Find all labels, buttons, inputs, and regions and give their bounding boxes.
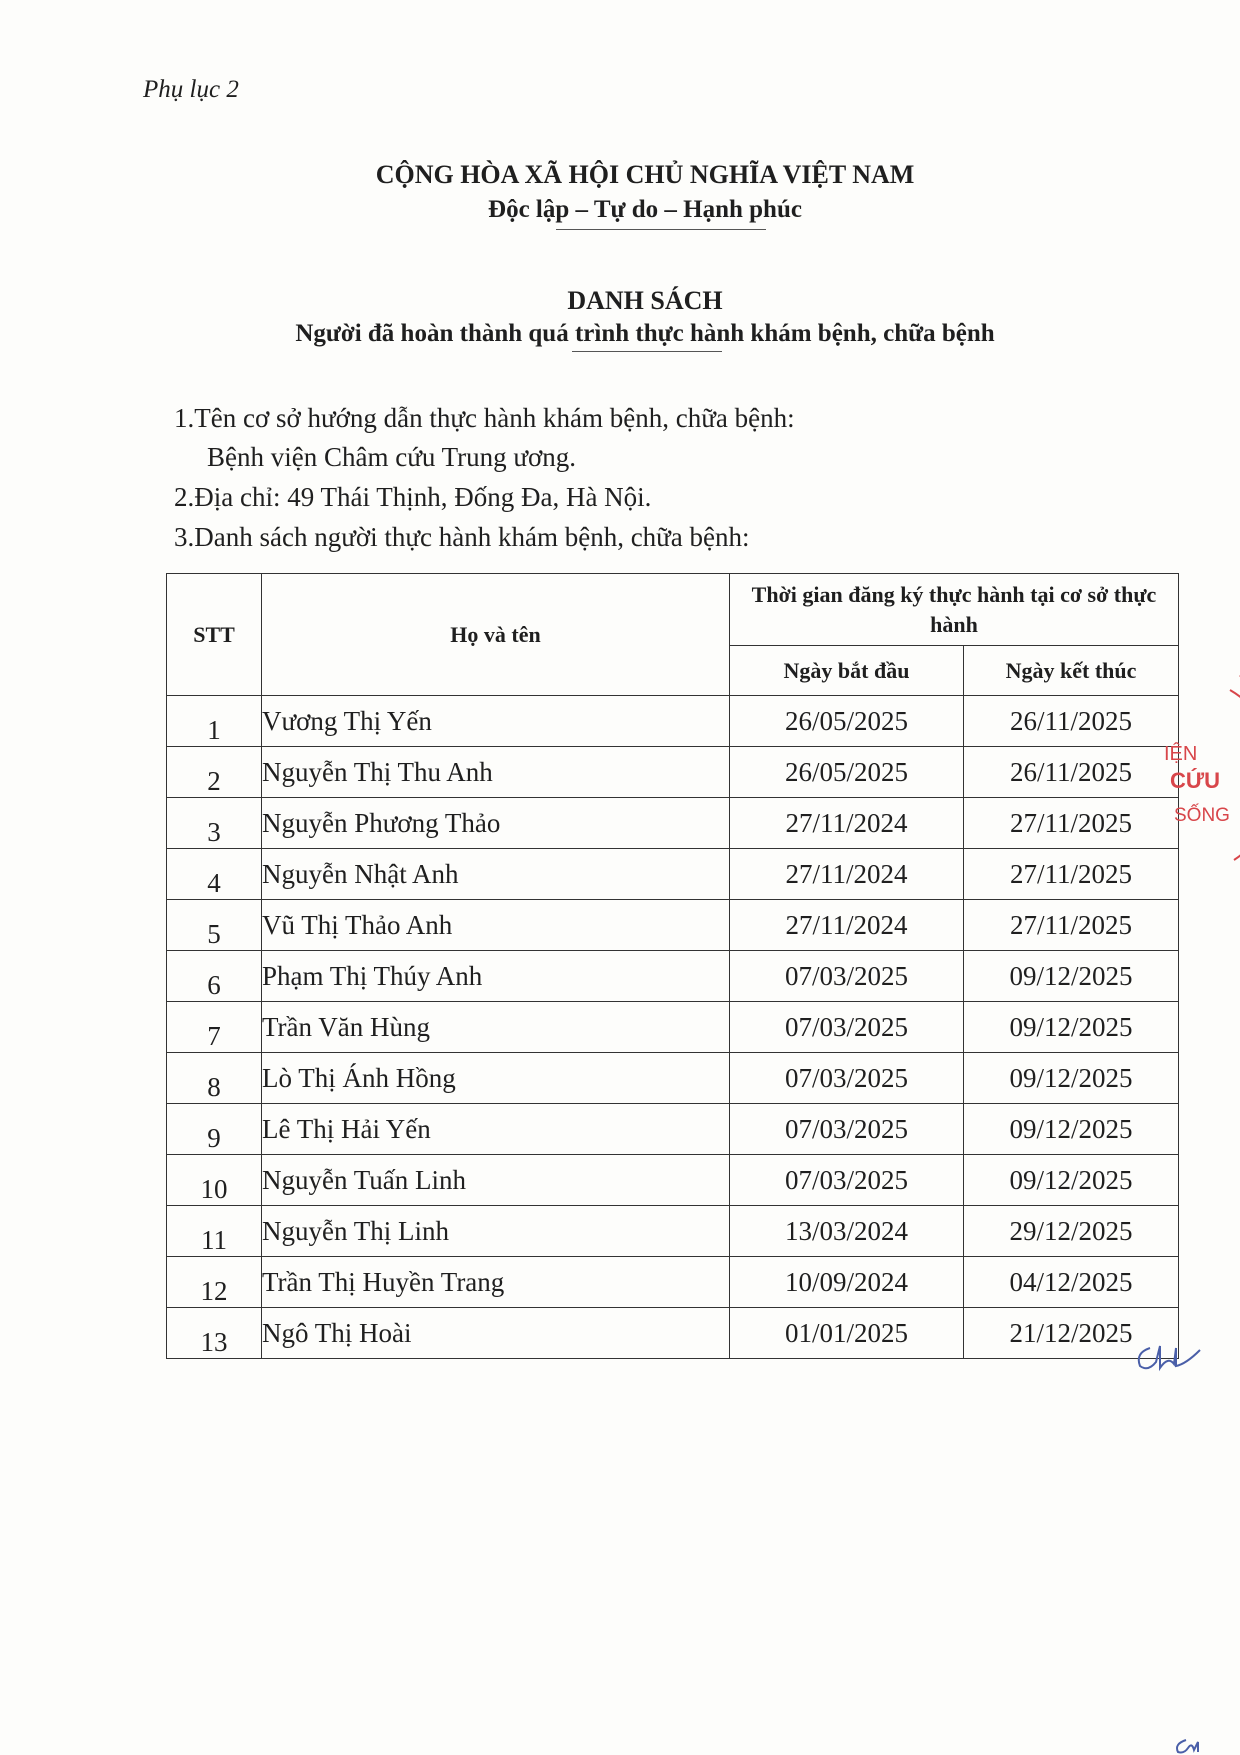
row-name: Nguyễn Phương Thảo: [262, 798, 730, 849]
row-name: Trần Thị Huyền Trang: [262, 1257, 730, 1308]
row-name: Phạm Thị Thúy Anh: [262, 951, 730, 1002]
table-row: [167, 900, 1179, 951]
row-end-date: 21/12/2025: [964, 1308, 1179, 1359]
table-row: [167, 1155, 1179, 1206]
facility-name-value: Bệnh viện Châm cứu Trung ương.: [207, 442, 577, 472]
table-row: [167, 849, 1179, 900]
row-start-date: 27/11/2024: [730, 798, 964, 849]
row-end-date: 27/11/2025: [964, 900, 1179, 951]
row-name: Nguyễn Tuấn Linh: [262, 1155, 730, 1206]
row-stt: 5: [167, 900, 262, 951]
row-end-date: 09/12/2025: [964, 1053, 1179, 1104]
row-start-date: 07/03/2025: [730, 1155, 964, 1206]
row-end-date: 09/12/2025: [964, 1002, 1179, 1053]
row-name: Lò Thị Ánh Hồng: [262, 1053, 730, 1104]
row-stt: 13: [167, 1308, 262, 1359]
row-name: Lê Thị Hải Yến: [262, 1104, 730, 1155]
row-name: Vương Thị Yến: [262, 696, 730, 747]
row-start-date: 26/05/2025: [730, 696, 964, 747]
table-row: [167, 1053, 1179, 1104]
stt-header: STT: [167, 574, 262, 696]
row-start-date: 07/03/2025: [730, 1053, 964, 1104]
row-stt: 12: [167, 1257, 262, 1308]
row-end-date: 09/12/2025: [964, 1155, 1179, 1206]
row-name: Ngô Thị Hoài: [262, 1308, 730, 1359]
row-stt: 1: [167, 696, 262, 747]
appendix-label: Phụ lục 2: [143, 76, 239, 103]
row-end-date: 26/11/2025: [964, 747, 1179, 798]
row-end-date: 29/12/2025: [964, 1206, 1179, 1257]
table-row: [167, 1104, 1179, 1155]
row-start-date: 27/11/2024: [730, 849, 964, 900]
row-start-date: 26/05/2025: [730, 747, 964, 798]
table-row: [167, 1002, 1179, 1053]
row-stt: 7: [167, 1002, 262, 1053]
table-row: [167, 798, 1179, 849]
national-heading: CỘNG HÒA XÃ HỘI CHỦ NGHĨA VIỆT NAM: [375, 160, 915, 189]
row-name: Nguyễn Thị Thu Anh: [262, 747, 730, 798]
national-motto: Độc lập – Tự do – Hạnh phúc: [488, 196, 802, 223]
table-row: [167, 1308, 1179, 1359]
row-name: Nguyễn Thị Linh: [262, 1206, 730, 1257]
end-date-header: Ngày kết thúc: [964, 646, 1179, 696]
row-start-date: 01/01/2025: [730, 1308, 964, 1359]
row-start-date: 27/11/2024: [730, 900, 964, 951]
page-initials: [1172, 1738, 1212, 1754]
table-row: [167, 696, 1179, 747]
stamp-text: IỆN: [1164, 743, 1198, 765]
document-title: DANH SÁCH: [567, 286, 723, 315]
signature-initials: [1130, 1338, 1210, 1378]
motto-underline: [556, 229, 766, 230]
row-end-date: 09/12/2025: [964, 951, 1179, 1002]
row-stt: 6: [167, 951, 262, 1002]
row-stt: 8: [167, 1053, 262, 1104]
row-end-date: 26/11/2025: [964, 696, 1179, 747]
table-row: [167, 951, 1179, 1002]
stamp-text: CỨU: [1170, 768, 1221, 793]
facility-address: 2.Địa chỉ: 49 Thái Thịnh, Đống Đa, Hà Nội.: [174, 482, 652, 512]
row-start-date: 13/03/2024: [730, 1206, 964, 1257]
row-start-date: 10/09/2024: [730, 1257, 964, 1308]
row-name: Vũ Thị Thảo Anh: [262, 900, 730, 951]
row-stt: 2: [167, 747, 262, 798]
document-subtitle: Người đã hoàn thành quá trình thực hành khám bệnh, chữa bệnh: [295, 320, 995, 347]
row-end-date: 27/11/2025: [964, 798, 1179, 849]
row-start-date: 07/03/2025: [730, 951, 964, 1002]
roster-intro: 3.Danh sách người thực hành khám bệnh, chữa bệnh:: [174, 522, 750, 552]
subtitle-underline: [572, 351, 722, 352]
row-end-date: 27/11/2025: [964, 849, 1179, 900]
row-stt: 9: [167, 1104, 262, 1155]
row-end-date: 04/12/2025: [964, 1257, 1179, 1308]
row-stt: 11: [167, 1206, 262, 1257]
row-name: Nguyễn Nhật Anh: [262, 849, 730, 900]
row-name: Trần Văn Hùng: [262, 1002, 730, 1053]
table-row: [167, 1257, 1179, 1308]
row-stt: 3: [167, 798, 262, 849]
row-start-date: 07/03/2025: [730, 1104, 964, 1155]
table-row: [167, 1206, 1179, 1257]
practitioner-table: [166, 573, 1179, 1359]
row-start-date: 07/03/2025: [730, 1002, 964, 1053]
name-header: Họ và tên: [262, 574, 730, 696]
red-stamp-seal: [1150, 660, 1240, 910]
row-end-date: 09/12/2025: [964, 1104, 1179, 1155]
stamp-text: SỐNG: [1174, 805, 1230, 826]
period-header: Thời gian đăng ký thực hành tại cơ sở thực hành: [730, 574, 1179, 646]
row-stt: 4: [167, 849, 262, 900]
row-stt: 10: [167, 1155, 262, 1206]
facility-name-label: 1.Tên cơ sở hướng dẫn thực hành khám bệnh, chữa bệnh:: [174, 403, 795, 433]
start-date-header: Ngày bắt đầu: [730, 646, 964, 696]
table-row: [167, 747, 1179, 798]
